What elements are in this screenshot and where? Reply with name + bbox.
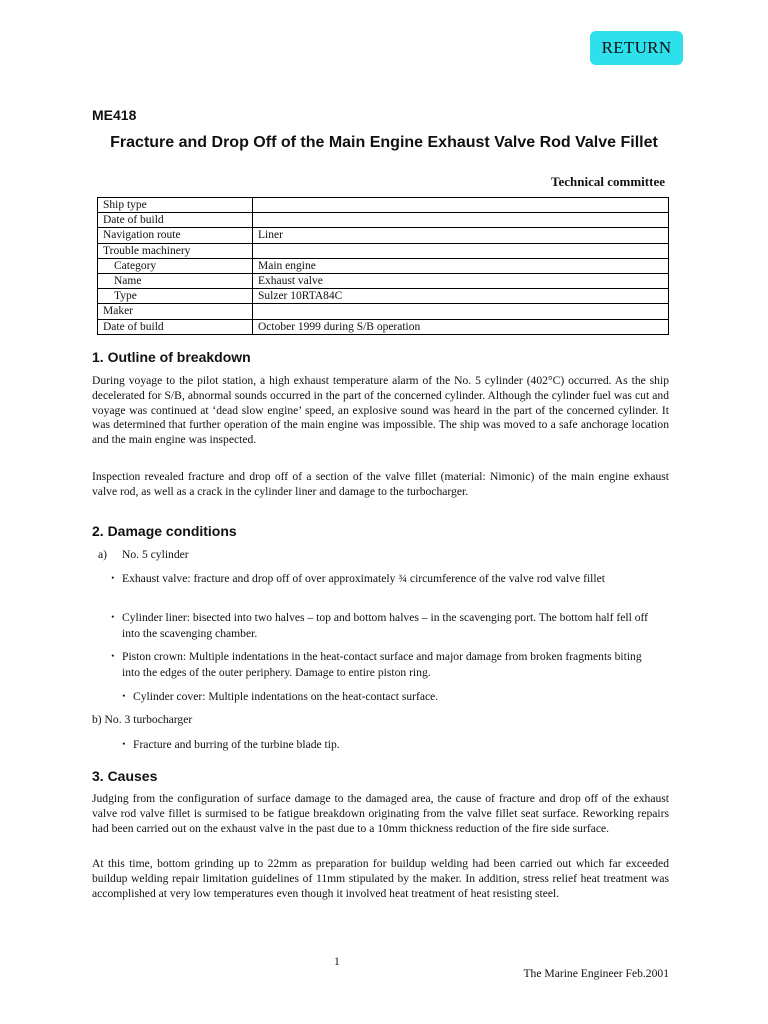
return-button[interactable]: RETURN: [590, 31, 683, 65]
table-row: [98, 289, 669, 304]
table-label: Maker: [98, 304, 253, 319]
bullet-icon: ・: [107, 611, 119, 624]
table-row: [98, 198, 669, 213]
section-heading-causes: 3. Causes: [92, 768, 158, 784]
ship-info-table: [97, 197, 669, 335]
table-row: [98, 213, 669, 228]
table-label: Navigation route: [98, 228, 253, 243]
bullet-icon: ・: [107, 572, 119, 585]
bullet-icon: ・: [118, 690, 130, 703]
table-value: [253, 213, 669, 228]
table-value: [253, 304, 669, 319]
document-title: Fracture and Drop Off of the Main Engine Exhaust Valve Rod Valve Fillet: [110, 134, 658, 151]
table-label: Ship type: [98, 198, 253, 213]
committee-label: Technical committee: [551, 174, 665, 189]
table-label: Name: [98, 273, 253, 288]
bullet-icon: ・: [118, 738, 130, 751]
section-heading-damage: 2. Damage conditions: [92, 523, 237, 539]
table-label: Date of build: [98, 213, 253, 228]
document-id: ME418: [92, 107, 137, 123]
table-row: [98, 258, 669, 273]
list-item-text: Piston crown: Multiple indentations in the heat-contact surface and major damage from broken fragments biting into the edges of the outer periphery. Damage to entire piston ring.: [122, 650, 642, 679]
table-label: Trouble machinery: [98, 243, 253, 258]
subsection-label-b: b) No. 3 turbocharger: [92, 713, 193, 726]
list-item-text: Fracture and burring of the turbine blade tip.: [133, 738, 340, 751]
table-value: October 1999 during S/B operation: [253, 319, 669, 334]
table-value: Sulzer 10RTA84C: [253, 289, 669, 304]
list-item: [107, 649, 662, 680]
table-row: [98, 273, 669, 288]
table-row: [98, 319, 669, 334]
bullet-icon: ・: [107, 650, 119, 663]
footer-source: The Marine Engineer Feb.2001: [523, 967, 669, 980]
section-heading-outline: 1. Outline of breakdown: [92, 349, 251, 365]
table-row: [98, 304, 669, 319]
table-label: Category: [98, 258, 253, 273]
subsection-marker-a: a): [98, 548, 108, 561]
table-value: Exhaust valve: [253, 273, 669, 288]
list-item: [118, 689, 673, 705]
table-value: Main engine: [253, 258, 669, 273]
causes-paragraph-1: Judging from the configuration of surface damage to the damaged area, the cause of fracture and drop off of the exhaust valve rod valve fillet is surmised to be fatigue breakdown originating from the valve fillet seat surface. Reworking repairs had been carried out on the exhaust valve in the past due to a 10mm thickness reduction of the fire side surface.: [92, 792, 669, 835]
table-row: [98, 228, 669, 243]
page-number: 1: [334, 955, 340, 968]
list-item-text: Exhaust valve: fracture and drop off of over approximately ¾ circumference of the valve rod valve fillet: [122, 572, 605, 585]
table-row: [98, 243, 669, 258]
table-label: Date of build: [98, 319, 253, 334]
table-value: [253, 198, 669, 213]
outline-paragraph-2: Inspection revealed fracture and drop off of a section of the valve fillet (material: Nimonic) of the main engine exhaust valve rod, as well as a crack in the cylinder liner and damage to the turbocharger.: [92, 470, 669, 498]
table-label: Type: [98, 289, 253, 304]
table-value: [253, 243, 669, 258]
list-item-text: Cylinder cover: Multiple indentations on the heat-contact surface.: [133, 690, 439, 703]
causes-paragraph-2: At this time, bottom grinding up to 22mm as preparation for buildup welding had been carried out which far exceeded buildup welding repair limitation guidelines of 11mm stipulated by the maker. In addition, stress relief heat treatment was accomplished at very low temperatures even though it involved heat treatment of heat resisting steel.: [92, 857, 669, 900]
list-item: [107, 571, 662, 587]
list-item: [107, 610, 662, 641]
outline-paragraph-1: During voyage to the pilot station, a high exhaust temperature alarm of the No. 5 cylinder (402°C) occurred. As the ship decelerated for S/B, abnormal sounds occurred in the part of the concerned cylinder. Although the cylinder fuel was cut and voyage was continued at ‘dead slow engine’ speed, an explosive sound was heard in the part of the concerned cylinder. It was determined that further operation of the main engine was impossible. The ship was moved to a safe anchorage location and the main engine was inspected.: [92, 374, 669, 447]
list-item: [118, 737, 673, 753]
subsection-label-a: No. 5 cylinder: [122, 548, 189, 561]
list-item-text: Cylinder liner: bisected into two halves – top and bottom halves – in the scavenging port. The bottom half fell off into the scavenging chamber.: [122, 611, 649, 640]
table-value: Liner: [253, 228, 669, 243]
